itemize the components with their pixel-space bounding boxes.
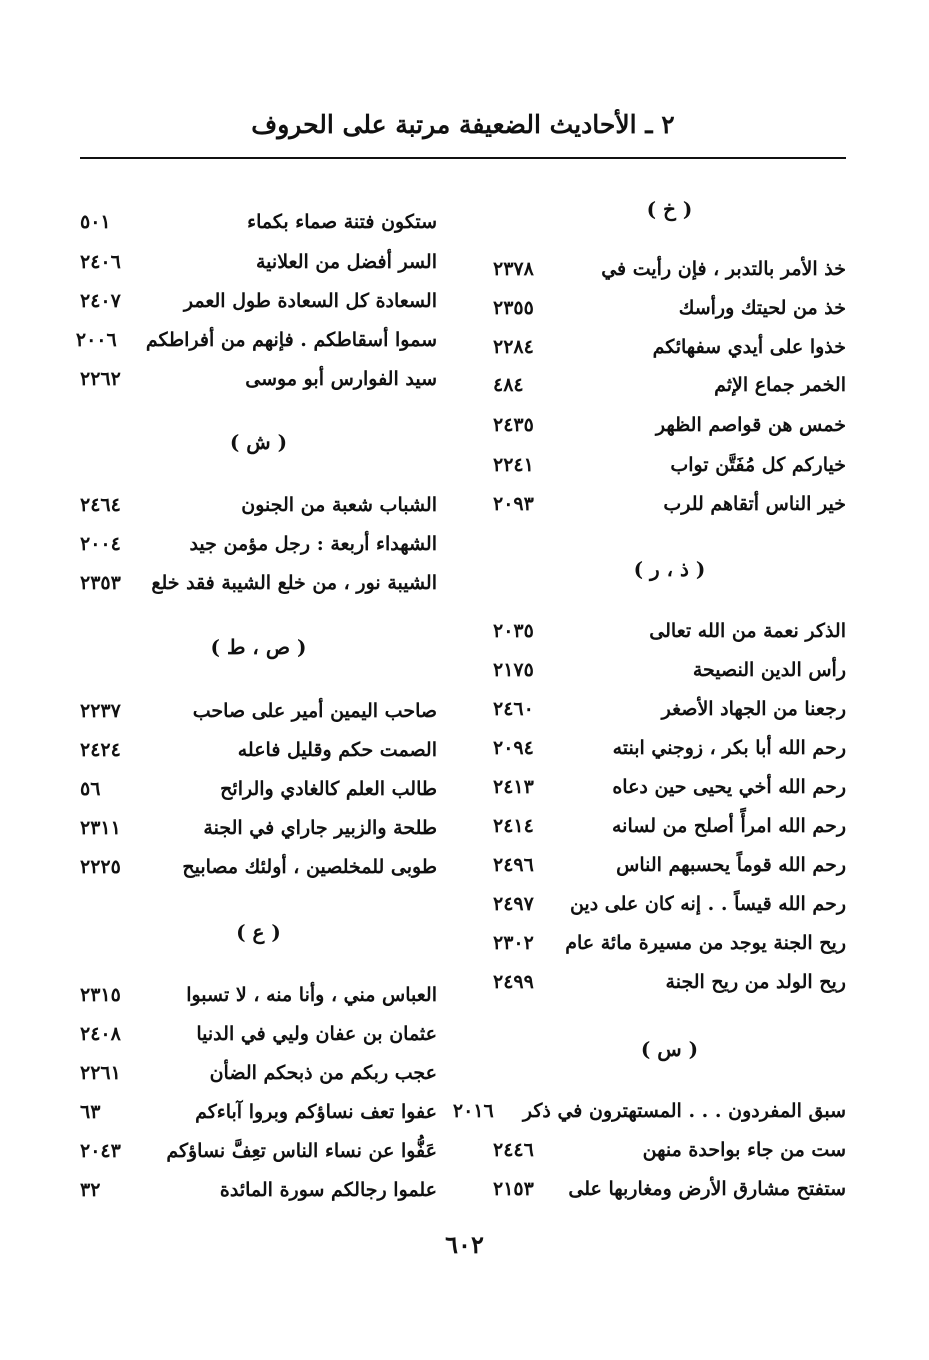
entry-text: خير الناس أتقاهم للرب [663, 493, 846, 515]
index-entry [80, 1132, 437, 1170]
index-entry [80, 848, 437, 886]
entry-text: سموا أسقاطكم . فإنهم من أفراطكم [145, 329, 437, 351]
entry-number: ٢١٥٣ [493, 1178, 534, 1200]
entry-number: ٢٣١٥ [80, 984, 121, 1006]
page-number: ٦٠٢ [445, 1230, 484, 1259]
entry-number: ٢٢٢٥ [80, 856, 121, 878]
entry-number: ٢٣١١ [80, 817, 121, 839]
entry-text: طوبى للمخلصين ، أولئك مصابيح [182, 856, 437, 878]
running-header: ٢ ـ الأحاديث الضعيفة مرتبة على الحروف [251, 110, 675, 139]
entry-text: ستكون فتنة صماء بكماء [247, 211, 437, 233]
index-entry [493, 250, 846, 288]
index-entry [493, 1170, 846, 1208]
entry-text: عفوا تعف نساؤكم وبروا آباءكم [195, 1101, 437, 1123]
entry-text: سبق المفردون . . . المستهترون في ذكر [522, 1100, 846, 1122]
entry-text: صاحب اليمين أمير على صاحب [192, 700, 437, 722]
index-entry [493, 651, 846, 689]
entry-text: ست من جاء بواحدة منهن [642, 1139, 846, 1161]
entry-text: العباس مني ، وأنا منه ، لا تسبوا [186, 984, 437, 1006]
index-entry [493, 729, 846, 767]
entry-number: ٢٤٢٤ [80, 739, 121, 761]
entry-text: خذوا على أيدي سفهائكم [652, 336, 846, 358]
entry-number: ٢٢٤١ [493, 454, 534, 476]
entry-text: الشهداء أربعة : رجل مؤمن جيد [189, 533, 437, 555]
section-heading: ( ش ) [229, 430, 288, 454]
entry-number: ٢٠١٦ [452, 1100, 494, 1122]
index-entry [493, 1131, 846, 1169]
index-entry [80, 360, 437, 398]
entry-number: ٢٤٠٨ [80, 1023, 121, 1045]
entry-number: ٢٤٩٩ [493, 971, 534, 993]
entry-number: ٢٠٣٥ [493, 620, 534, 642]
index-entry [493, 366, 846, 404]
entry-text: خذ الأمر بالتدبر ، فإن رأيت في [601, 258, 846, 280]
entry-text: خياركم كل مُفَتَّن تواب [670, 454, 846, 476]
index-entry [493, 963, 846, 1001]
index-entry [80, 564, 437, 602]
entry-text: سيد الفوارس أبو موسى [245, 368, 437, 390]
index-entry [80, 1015, 437, 1053]
entry-text: الصمت حكم وقليل فاعله [237, 739, 437, 761]
section-heading: ( س ) [640, 1037, 699, 1061]
entry-number: ٢٠٩٤ [493, 737, 534, 759]
entry-text: الشيبة نور ، من خلع الشيبة فقد خلع [151, 572, 437, 594]
index-entry [80, 486, 437, 524]
index-entry [493, 768, 846, 806]
index-entry [80, 692, 437, 730]
section-heading: ( ع ) [236, 920, 281, 944]
entry-text: علموا رجالكم سورة المائدة [219, 1179, 437, 1201]
entry-text: رجعنا من الجهاد الأصغر [661, 698, 846, 720]
index-entry [80, 525, 437, 563]
entry-text: رحم الله قيساً . . إنه كان على دين [569, 893, 846, 915]
index-entry [80, 1093, 437, 1131]
index-entry [493, 612, 846, 650]
entry-text: ستفتح مشارق الأرض ومغاربها على [568, 1178, 846, 1200]
index-entry [80, 1054, 437, 1092]
entry-number: ٢٤٤٦ [493, 1139, 534, 1161]
entry-number: ٢٣٥٥ [493, 297, 534, 319]
index-entry [80, 282, 437, 320]
index-entry [493, 289, 846, 327]
entry-text: رحم الله امرأً أصلح من لسانه [611, 815, 846, 837]
entry-number: ٥٦ [80, 778, 101, 800]
entry-number: ٢٤٠٦ [80, 251, 121, 273]
entry-number: ٢١٧٥ [493, 659, 534, 681]
entry-number: ٢٠٤٣ [80, 1140, 121, 1162]
entry-number: ٢٤٣٥ [493, 414, 534, 436]
entry-number: ٢٤٠٧ [80, 290, 121, 312]
index-entry [80, 731, 437, 769]
entry-number: ٦٣ [80, 1101, 101, 1123]
index-entry [80, 976, 437, 1014]
entry-text: رحم الله أخي يحيى حين دعاه [612, 776, 846, 798]
entry-number: ٢٣٠٢ [493, 932, 534, 954]
entry-number: ٤٨٤ [493, 374, 524, 396]
entry-text: رحم الله أبا بكر ، زوجني ابنته [612, 737, 846, 759]
entry-text: رحم الله قوماً يحسبهم الناس [616, 854, 846, 876]
index-entry [452, 1092, 846, 1130]
index-entry [493, 846, 846, 884]
entry-number: ٢٤٦٤ [80, 494, 121, 516]
entry-number: ٢٢٦١ [80, 1062, 121, 1084]
index-entry [493, 328, 846, 366]
entry-text: السعادة كل السعادة طول العمر [183, 290, 437, 312]
index-entry [80, 203, 437, 241]
entry-number: ٢٠٠٤ [80, 533, 121, 555]
index-entry [493, 690, 846, 728]
entry-text: خذ من لحيتك ورأسك [678, 297, 846, 319]
index-entry [75, 321, 437, 359]
entry-number: ٢٤١٣ [493, 776, 534, 798]
entry-text: السر أفضل من العلانية [256, 251, 437, 273]
entry-number: ٢٤١٤ [493, 815, 534, 837]
entry-text: رأس الدين النصيحة [692, 659, 846, 681]
index-entry [493, 485, 846, 523]
entry-number: ٢٣٥٣ [80, 572, 121, 594]
section-heading: ( ص ، ط ) [210, 635, 307, 659]
entry-text: عجب ربكم من ذبحكم الضأن [209, 1062, 437, 1084]
entry-number: ٢٢٣٧ [80, 700, 121, 722]
entry-text: عثمان بن عفان وليي في الدنيا [196, 1023, 437, 1045]
entry-number: ٢٠٠٦ [75, 329, 117, 351]
entry-number: ٢٢٨٤ [493, 336, 534, 358]
entry-text: ريح الجنة يوجد من مسيرة مائة عام [565, 932, 846, 954]
entry-text: الشباب شعبة من الجنون [241, 494, 437, 516]
index-entry [493, 924, 846, 962]
entry-number: ٢٤٩٧ [493, 893, 534, 915]
entry-text: طلحة والزبير جاراي في الجنة [203, 817, 437, 839]
entry-text: الذكر نعمة من الله تعالى [649, 620, 846, 642]
index-entry [80, 1171, 437, 1209]
index-entry [493, 807, 846, 845]
entry-text: عَفُّوا عن نساء الناس تعِفَّ نساؤكم [166, 1140, 437, 1162]
entry-number: ٥٠١ [80, 211, 111, 233]
index-entry [493, 885, 846, 923]
index-entry [80, 243, 437, 281]
section-heading: ( خ ) [646, 197, 693, 221]
entry-number: ٢٤٦٠ [493, 698, 534, 720]
section-heading: ( ذ ، ر ) [633, 557, 706, 581]
index-entry [80, 770, 437, 808]
header-rule [80, 157, 846, 159]
index-entry [493, 406, 846, 444]
entry-number: ٢٤٩٦ [493, 854, 534, 876]
entry-number: ٢٢٦٢ [80, 368, 121, 390]
entry-number: ٣٢ [80, 1179, 101, 1201]
entry-number: ٢٠٩٣ [493, 493, 534, 515]
index-entry [493, 446, 846, 484]
entry-number: ٢٣٧٨ [493, 258, 534, 280]
entry-text: ريح الولد من ريح الجنة [665, 971, 846, 993]
index-entry [80, 809, 437, 847]
entry-text: الخمر جماع الإثم [714, 374, 846, 396]
entry-text: طالب العلم كالغادي والرائح [220, 778, 437, 800]
entry-text: خمس هن قواصم الظهر [655, 414, 846, 436]
